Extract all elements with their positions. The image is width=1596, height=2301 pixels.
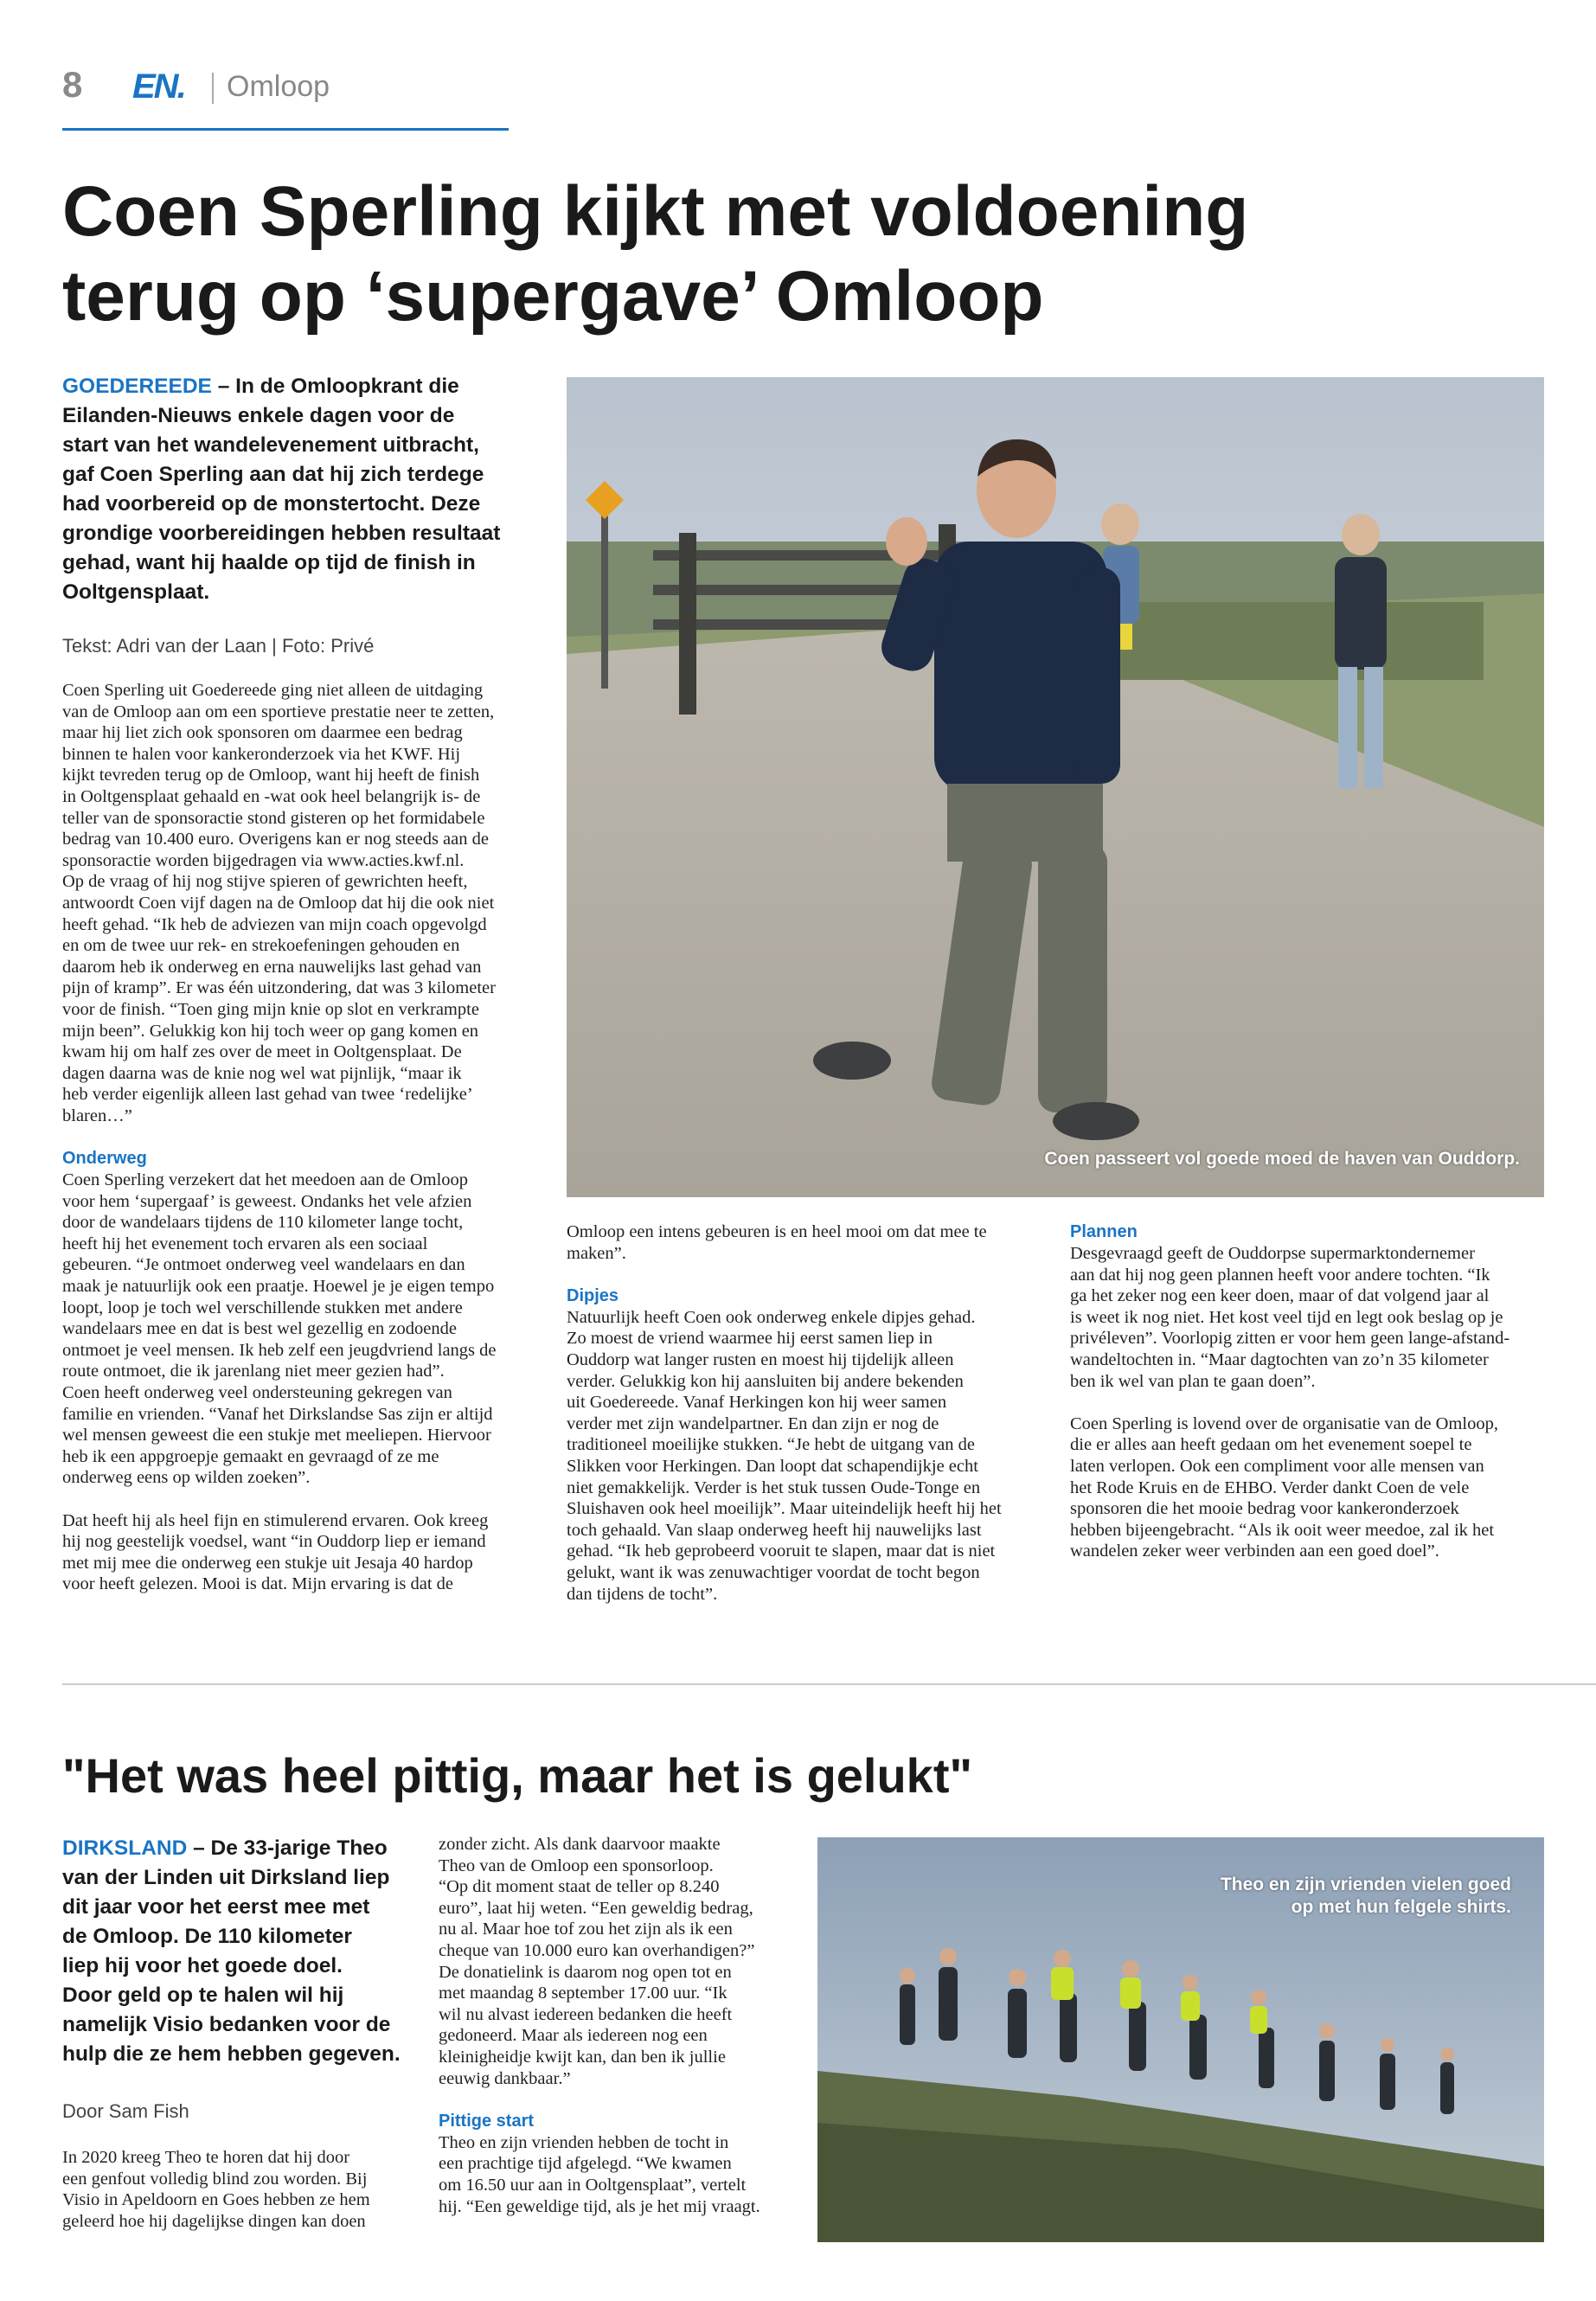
- caption-line: Theo en zijn vrienden vielen goed: [1220, 1875, 1511, 1894]
- article-divider: [62, 1683, 1596, 1685]
- body-line: loopt, loop je toch wel verschillende stukken met andere: [62, 1298, 463, 1317]
- section-name: Omloop: [227, 70, 330, 103]
- lead-line: gehad, want hij haalde op tijd de finish in: [62, 551, 476, 574]
- photo-caption: Coen passeert vol goede moed de haven van Ouddorp.: [1044, 1149, 1520, 1169]
- lead-line: dit jaar voor het eerst mee met: [62, 1895, 370, 1919]
- body-line: ga het zeker nog een keer doen, maar of dat volgend jaar al: [1070, 1286, 1490, 1306]
- article-headline: [62, 170, 1360, 339]
- lead-dateline: GOEDEREEDE: [62, 375, 212, 398]
- body-line: hij. “Een geweldige tijd, als je het mij vraagt.: [439, 2196, 760, 2216]
- body-line: wandeltochten in. “Maar dagtochten van zo’n 35 kilometer: [1070, 1349, 1489, 1369]
- body-line: verder. Gelukkig kon hij aansluiten bij andere bekenden: [567, 1371, 964, 1391]
- body-line: kwam hij om half zes over de meet in Ooltgensplaat. De: [62, 1042, 462, 1062]
- body-line: uit Goedereede. Vanaf Herkingen kon hij weer samen: [567, 1393, 947, 1413]
- body-line: in Ooltgensplaat gehaald en -wat ook heel belangrijk is- de: [62, 786, 481, 806]
- body-line: Natuurlijk heeft Coen ook onderweg enkele dipjes gehad.: [567, 1307, 976, 1327]
- body-line: Coen Sperling is lovend over de organisatie van de Omloop,: [1070, 1413, 1498, 1433]
- body-line: Op de vraag of hij nog stijve spieren of gewrichten heeft,: [62, 872, 468, 892]
- body-line: niet gemakkelijk. Verder is het stuk tussen Oude-Tonge en: [567, 1477, 981, 1497]
- page-number: 8: [62, 64, 83, 105]
- body-line: route ontmoet, die ik jarenlang niet meer gezien had”.: [62, 1362, 445, 1381]
- lead-dateline: DIRKSLAND: [62, 1836, 188, 1860]
- body-line: wel mensen geweest die een stukje met meeliepen. Hiervoor: [62, 1426, 491, 1445]
- body-line: antwoordt Coen vijf dagen na de Omloop dat hij die ook niet: [62, 893, 495, 913]
- photo-caption: [1221, 1874, 1511, 1919]
- body-line: onderweg eens op wilden zoeken”.: [62, 1468, 311, 1488]
- body-line: hij nog geestelijk voedsel, want “in Ouddorp liep er iemand: [62, 1532, 486, 1552]
- body-line: om 16.50 uur aan in Ooltgensplaat”, vertelt: [439, 2175, 747, 2195]
- body-line: gedoneerd. Maar als iedereen nog een: [439, 2026, 708, 2046]
- body-line: heeft gehad. “Ik heb de adviezen van mijn coach opgevolgd: [62, 914, 487, 934]
- body-line: bedrag van 10.400 euro. Overigens kan er nog steeds aan de: [62, 830, 489, 849]
- body-line: Dat heeft hij als heel fijn en stimulerend ervaren. Ook kreeg: [62, 1510, 489, 1530]
- body-line: en om de twee uur rek- en strekoefeningen gehouden en: [62, 936, 460, 956]
- subheading-onderweg: Onderweg: [62, 1149, 147, 1169]
- body-line: maar hij liet zich ook sponsoren om daarmee een bedrag: [62, 723, 463, 743]
- body-line: wandelen zeker weer verbinden aan een goed doel”.: [1070, 1541, 1439, 1561]
- body-line: het Rode Kruis en de EHBO. Verder dankt Coen de vele: [1070, 1477, 1470, 1497]
- body-line: van de Omloop aan om een sportieve prestatie neer te zetten,: [62, 702, 495, 721]
- body-line: verder met zijn wandelpartner. En dan zijn er nog de: [567, 1413, 939, 1433]
- body-line: Coen heeft onderweg veel ondersteuning gekregen van: [62, 1383, 452, 1402]
- body-line: gebeuren. “Je ontmoet onderweg veel wandelaars en dan: [62, 1255, 465, 1275]
- lead-line: van der Linden uit Dirksland liep: [62, 1866, 390, 1889]
- lead-line: – De 33-jarige Theo: [187, 1836, 388, 1860]
- article-credit: Tekst: Adri van der Laan | Foto: Privé: [62, 635, 375, 657]
- headline-line-2: terug op ‘supergave’ Omloop: [62, 257, 1044, 336]
- article-column-3: [1070, 1221, 1554, 1562]
- body-line: Zo moest de vriend waarmee hij eerst samen liep in: [567, 1329, 933, 1349]
- body-line: Ouddorp wat langer rusten en moest hij tijdelijk alleen: [567, 1349, 954, 1369]
- body-line: hebben bijeengebracht. “Als ik ooit weer meedoe, zal ik het: [1070, 1520, 1495, 1540]
- body-line: sponsoractie worden bijgedragen via www.acties.kwf.nl.: [62, 850, 465, 870]
- body-line: familie en vrienden. “Vanaf het Dirkslandse Sas zijn er altijd: [62, 1404, 493, 1424]
- article2-column-2: [439, 1834, 811, 2217]
- body-line: toch gehaald. Van slaap onderweg heeft hij nauwelijks last: [567, 1520, 982, 1540]
- body-line: is weet ik nog niet. Het kost veel tijd en legt ook beslag op je: [1070, 1307, 1503, 1327]
- lead-line: namelijk Visio bedanken voor de: [62, 2013, 391, 2036]
- body-line: euro”, laat hij weten. “Een geweldig bedrag,: [439, 1898, 753, 1918]
- body-line: Omloop een intens gebeuren is en heel mooi om dat mee te: [567, 1222, 987, 1241]
- article2-lead: [62, 1834, 443, 2069]
- article2-credit: Door Sam Fish: [62, 2100, 189, 2122]
- body-line: eeuwig dankbaar.”: [439, 2068, 571, 2088]
- body-line: maken”.: [567, 1243, 626, 1263]
- lead-line: de Omloop. De 110 kilometer: [62, 1925, 352, 1948]
- subheading-plannen: Plannen: [1070, 1222, 1138, 1241]
- article-photo: [567, 377, 1544, 1197]
- body-line: kleinigheidje kwijt kan, dan ben ik jullie: [439, 2047, 726, 2067]
- subheading-pittige-start: Pittige start: [439, 2111, 535, 2131]
- body-line: teller van de sponsoractie stond gisteren op het formidabele: [62, 808, 485, 828]
- article-column-1: [62, 680, 547, 1595]
- article-lead: [62, 372, 547, 607]
- body-line: een prachtige tijd afgelegd. “We kwamen: [439, 2154, 732, 2174]
- body-line: pijn of kramp”. Er was één uitzondering, dat was 3 kilometer: [62, 978, 496, 998]
- newspaper-logo: EN.: [132, 67, 185, 106]
- body-line: ontmoet je veel mensen. Ik heb zelf een jeugdvriend langs de: [62, 1340, 497, 1360]
- body-line: Visio in Apeldoorn en Goes hebben ze hem: [62, 2190, 370, 2210]
- article-column-2: [567, 1221, 1042, 1605]
- body-line: door de wandelaars tijdens de 110 kilometer lange tocht,: [62, 1213, 464, 1233]
- masthead-rule: [62, 128, 509, 131]
- body-line: dan tijdens de tocht”.: [567, 1584, 718, 1604]
- body-line: De donatielink is daarom nog open tot en: [439, 1962, 732, 1982]
- body-line: privéleven”. Voorlopig zitten er voor hem geen lange-afstand-: [1070, 1329, 1510, 1349]
- body-line: voor heeft gelezen. Mooi is dat. Mijn ervaring is dat de: [62, 1574, 454, 1594]
- lead-line: Door geld op te halen wil hij: [62, 1984, 344, 2007]
- body-line: zonder zicht. Als dank daarvoor maakte: [439, 1835, 721, 1854]
- body-line: dagen daarna was de knie nog wel wat pijnlijk, “maar ik: [62, 1063, 462, 1083]
- lead-line: had voorbereid op de monstertocht. Deze: [62, 492, 481, 516]
- subheading-dipjes: Dipjes: [567, 1285, 619, 1305]
- body-line: daarom heb ik onderweg en erna nauwelijks last gehad van: [62, 957, 482, 977]
- article2-headline: "Het was heel pittig, maar het is gelukt": [62, 1748, 973, 1803]
- article2-photo: [817, 1837, 1544, 2242]
- lead-line: grondige voorbereidingen hebben resultaat: [62, 522, 501, 545]
- body-line: Theo van de Omloop een sponsorloop.: [439, 1856, 714, 1875]
- body-line: heb ik een appgroepje gemaakt en gevraagd of ze me: [62, 1446, 439, 1466]
- lead-line: liep hij voor het goede doel.: [62, 1954, 343, 1977]
- body-line: mijn been”. Gelukkig kon hij toch weer op gang komen en: [62, 1021, 479, 1041]
- body-line: wandelaars mee en dat is best wel gezellig en zodoende: [62, 1319, 457, 1339]
- body-line: Theo en zijn vrienden hebben de tocht in: [439, 2132, 729, 2152]
- body-line: ben ik wel van plan te gaan doen”.: [1070, 1371, 1316, 1391]
- body-line: “Op dit moment staat de teller op 8.240: [439, 1877, 720, 1897]
- headline-line-1: Coen Sperling kijkt met voldoening: [62, 172, 1249, 251]
- lead-line: Ooltgensplaat.: [62, 580, 210, 604]
- body-line: laten verlopen. Ook een compliment voor alle mensen van: [1070, 1456, 1484, 1476]
- lead-line: Eilanden-Nieuws enkele dagen voor de: [62, 404, 455, 427]
- body-line: een genfout volledig blind zou worden. Bij: [62, 2169, 368, 2189]
- body-line: voor de finish. “Toen ging mijn knie op slot en verkrampte: [62, 999, 479, 1019]
- body-line: wil nu alvast iedereen bedanken die heeft: [439, 2004, 733, 2024]
- photo-walker-harbour: [567, 377, 1544, 1197]
- body-line: Desgevraagd geeft de Ouddorpse supermarktondernemer: [1070, 1244, 1475, 1263]
- body-line: sponsoren die het mooie bedrag voor kankeronderzoek: [1070, 1499, 1459, 1519]
- body-line: traditioneel moeilijke stukken. “Je hebt de uitgang van de: [567, 1435, 975, 1455]
- body-line: gelukt, want ik was zenuwachtiger voordat de tocht begon: [567, 1562, 980, 1582]
- body-line: heb verder eigenlijk alleen last gehad van twee ‘redelijke’: [62, 1085, 473, 1105]
- body-line: cheque van 10.000 euro kan overhandigen?”: [439, 1940, 755, 1960]
- body-line: geleerd hoe hij dagelijkse dingen kan doen: [62, 2211, 366, 2231]
- caption-line: op met hun felgele shirts.: [1291, 1897, 1511, 1917]
- body-line: In 2020 kreeg Theo te horen dat hij door: [62, 2148, 350, 2167]
- body-line: Coen Sperling verzekert dat het meedoen aan de Omloop: [62, 1170, 469, 1190]
- body-line: heeft hij het evenement toch ervaren als een sociaal: [62, 1234, 428, 1253]
- body-line: Slikken voor Herkingen. Dan loopt dat schapendijkje echt: [567, 1456, 978, 1476]
- article2-column-1: [62, 2147, 443, 2232]
- lead-line: – In de Omloopkrant die: [211, 375, 459, 398]
- body-line: gehad. “Ik heb geprobeerd vooruit te slapen, maar dat is niet: [567, 1541, 996, 1561]
- body-line: Coen Sperling uit Goedereede ging niet alleen de uitdaging: [62, 681, 484, 700]
- body-line: kijkt tevreden terug op de Omloop, want hij heeft de finish: [62, 766, 480, 785]
- body-line: blaren…”: [62, 1106, 132, 1125]
- body-line: aan dat hij nog geen plannen heeft voor andere tochten. “Ik: [1070, 1265, 1490, 1285]
- body-line: maak je natuurlijk ook een praatje. Hoewel je je eigen tempo: [62, 1277, 495, 1297]
- lead-line: start van het wandelevenement uitbracht,: [62, 433, 479, 457]
- body-line: binnen te halen voor kankeronderzoek via het KWF. Hij: [62, 744, 461, 764]
- lead-line: gaf Coen Sperling aan dat hij zich terdege: [62, 463, 484, 486]
- body-line: met mij mee die onderweg een stukje uit Jesaja 40 hardop: [62, 1553, 473, 1573]
- masthead-divider: [212, 73, 214, 104]
- body-line: voor hem ‘supergaaf’ is geweest. Ondanks het vele afzien: [62, 1191, 472, 1211]
- body-line: Sluishaven ook heel moeilijk”. Maar uiteindelijk heeft hij het: [567, 1499, 1002, 1519]
- body-line: met maandag 8 september 17.00 uur. “Ik: [439, 1984, 727, 2003]
- body-line: nu al. Maar hoe tof zou het zijn als ik een: [439, 1920, 733, 1939]
- lead-line: hulp die ze hem hebben gegeven.: [62, 2042, 401, 2066]
- body-line: die er alles aan heeft gedaan om het evenement soepel te: [1070, 1435, 1472, 1455]
